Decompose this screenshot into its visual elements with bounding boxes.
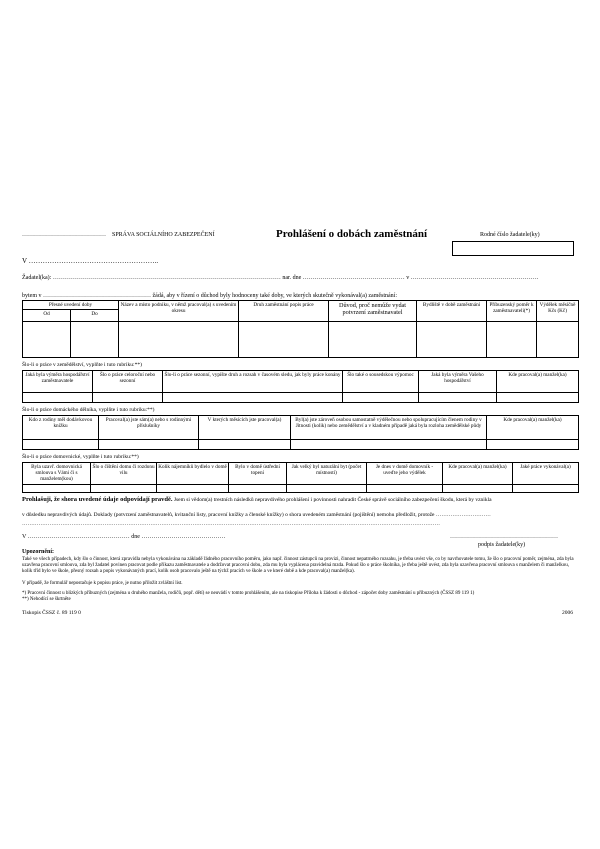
- care-col-flat: Jak velký byl naturální byt (počet místností): [287, 463, 367, 485]
- caretaker-table: [22, 462, 579, 493]
- declaration-line-1: [22, 497, 492, 504]
- agri-cell[interactable]: [497, 393, 579, 403]
- page-title: Prohlášení o dobách zaměstnání: [276, 228, 428, 240]
- address-line: bytem v ……………………………………………… žádá, aby v řízení o důchod byly hodnoceny také doby, ve kterých skutečně vykonával(a) zaměstnání:: [22, 293, 398, 299]
- col-earnings: Výdělek měsíčně Kčs (Kč): [537, 301, 579, 322]
- care-col-spouse: Kde pracoval(a) manžel(ka): [443, 463, 513, 485]
- care-cell[interactable]: [229, 485, 287, 493]
- agri-cell[interactable]: [23, 393, 93, 403]
- agri-cell[interactable]: [419, 393, 497, 403]
- notes-paragraph-2: V případě, že formulář nepostačuje k popisu práce, je nutno přiložit zvláštní list.: [22, 581, 183, 586]
- home-cell[interactable]: [291, 440, 487, 450]
- col-relation: Příbuzenský poměr k zaměstnavateli(*): [487, 301, 537, 322]
- cell-earnings[interactable]: [537, 322, 579, 358]
- agri-col-seasonal-work: Šlo-li o práce sezonní, vypište druh a rozsah v časovém sledu, jak byly práce konány: [163, 371, 343, 393]
- agri-col-area: Jaká byla výměra hospodářství zaměstnavatele: [23, 371, 93, 393]
- place-line: V ………………………………………………..: [22, 257, 159, 265]
- form-year: 2006: [562, 610, 573, 616]
- care-col-contract: Byla uzavř. domovnická smlouva s Vámi či s manželem(kou): [23, 463, 91, 485]
- care-cell[interactable]: [287, 485, 367, 493]
- col-work: Druh zaměstnání popis práce: [239, 301, 329, 322]
- agriculture-heading: Šlo-li o práce v zemědělství, vyplňte i tuto rubriku:**): [22, 362, 142, 368]
- signature-dots: ………………………………………………: [450, 534, 558, 540]
- care-col-heating: Bylo v domě ústřední topení: [229, 463, 287, 485]
- cell-residence[interactable]: [417, 322, 487, 358]
- col-period: Přesné uvedení doby: [23, 301, 119, 310]
- agri-col-spouse: Kde pracoval(a) manžel(ka): [497, 371, 579, 393]
- care-col-tenants: Kolik nájemníků bydlelo v domě: [157, 463, 229, 485]
- col-residence: Bydliště v době zaměstnání: [417, 301, 487, 322]
- birth-number-field[interactable]: [452, 241, 574, 256]
- cell-employer[interactable]: [119, 322, 239, 358]
- home-col-spouse: Kde pracoval(a) manžel(ka): [487, 416, 579, 440]
- agri-cell[interactable]: [343, 393, 419, 403]
- cell-from[interactable]: [23, 322, 71, 358]
- care-col-cleaning: Šlo o čištění domu či rozdonu vilu: [91, 463, 157, 485]
- col-from: Od: [23, 310, 71, 322]
- applicant-line: Žadatel(ka): …………………………………………………………………………………………………… nar. dne …………………………………………… v ……………………………………………………….: [22, 275, 539, 281]
- birth-number-label: Rodné číslo žadatele(ky): [480, 232, 540, 238]
- care-cell[interactable]: [367, 485, 443, 493]
- footnote-1: *) Pracovní činnost u blízkých příbuzných (zejména u druhého manžela, rodičů, popř. dětí) se neuvádí v tomto prohlášením, ale na tiskopise Příloha k žádosti o důchod - zápočet doby zaměstnání u příbuzných (ČSSZ 89 119 1): [22, 591, 475, 596]
- cell-to[interactable]: [71, 322, 119, 358]
- care-col-current: Je dnes v domě domovník - uveďte jeho výdělek: [367, 463, 443, 485]
- home-cell[interactable]: [23, 440, 99, 450]
- agri-cell[interactable]: [93, 393, 163, 403]
- care-cell[interactable]: [443, 485, 513, 493]
- care-col-work: Jaké práce vykonával(a): [513, 463, 579, 485]
- declaration-line-2: v důsledku nepravdivých údajů. Doklady (potvrzení zaměstnavatelů, kvitanční listy, pracovní knížky a členské knížky) o shora uvedeném zaměstnání (pojištění) nemohu předložit, protože …………………………: [22, 512, 491, 518]
- agency-dots: ……………………………………: [22, 232, 106, 238]
- col-reason: Důvod, proč nemůže vydat potvrzení zaměstnavatel: [329, 301, 417, 322]
- care-cell[interactable]: [91, 485, 157, 493]
- homeworker-table: [22, 415, 579, 450]
- col-employer: Název a místo podniku, v němž pracoval(a) s uvedením okresu: [119, 301, 239, 322]
- agency-name: SPRÁVA SOCIÁLNÍHO ZABEZPEČENÍ: [112, 232, 215, 238]
- home-cell[interactable]: [487, 440, 579, 450]
- care-cell[interactable]: [157, 485, 229, 493]
- home-col-alone: Pracoval(a) jste sám(a) nebo s rodinnými příslušníky: [99, 416, 199, 440]
- signature-label: podpis žadatele(ky): [478, 542, 526, 548]
- employment-table: [22, 300, 579, 358]
- home-cell[interactable]: [99, 440, 199, 450]
- agri-cell[interactable]: [163, 393, 343, 403]
- cell-reason[interactable]: [329, 322, 417, 358]
- footnote-2: **) Nehodící se škrtněte: [22, 597, 71, 602]
- declaration-text-1: Jsem si vědom(a) trestních následků nepravdivého prohlášení i povinnosti nahradit České správě sociálního zabezpečení škodu, která by vznikla: [172, 497, 492, 503]
- home-col-book: Kdo z rodiny měl dodávkovou knížku: [23, 416, 99, 440]
- homeworker-heading: Šlo-li o práce domáckého dělníka, vyplňte i tuto rubriku:**): [22, 407, 155, 413]
- home-col-months: V kterých měsících jste pracoval(a): [199, 416, 291, 440]
- declaration-bold: Prohlašuji, že shora uvedené údaje odpovídají pravdě.: [22, 496, 173, 503]
- cell-work[interactable]: [239, 322, 329, 358]
- agri-col-neighbour-help: Šlo také o sousedskou výpomoc: [343, 371, 419, 393]
- date-line: V …………………………………………… dne ……………………………………: [22, 534, 226, 540]
- cell-relation[interactable]: [487, 322, 537, 358]
- agriculture-table: [22, 370, 579, 403]
- agri-col-own-area: Jaká byla výměra Vašeho hospodářství: [419, 371, 497, 393]
- declaration-dots: …………………………………………………………………………………………………………………………………………………………………………………………………………: [22, 521, 440, 527]
- notes-heading: Upozornění:: [22, 549, 54, 555]
- form-code: Tiskopis ČSSZ č. 89 119 0: [22, 610, 81, 616]
- col-to: Do: [71, 310, 119, 322]
- notes-paragraph: Také ve všech případech, kdy šlo o činnost, která zpravidla nebyla vykonávána na základě řádného pracovního poměru, jako např. činnost zástupců na provizi, činnost nepatrného rozsahu, je třeba uvést vše, co by navrhovatele tomu, že šlo o pracovní poměr, zejména, zda byla uzavřena pracovní smlouva, zda byl žadatel povinen pracovat podle příkazu zaměstnavatele a dodržovat pracovní dobu, zda mu byla vyplácena pravidelná mzda. Pokud šlo o práce školníka, je třeba ještě uvést, zda byla uzavřena pracovní smlouva s manželem či manželkou, kolik tříd bylo ve škole, přesný rozsah a popis vykonávaných prací, kolik osob pracovalo ještě na týchž pracích ve škole a ve které době a kde pracoval(a) manžel(ka).: [22, 557, 574, 574]
- care-cell[interactable]: [23, 485, 91, 493]
- home-cell[interactable]: [199, 440, 291, 450]
- home-col-self-employed: Byl(a) jste zároveň osobou samostatně výdělečnou nebo spolupracujícím členem rodiny v Jitnosti (kolik) nebo zemědělství a v kladném případě jaká byla rozloha zemědělské půdy: [291, 416, 487, 440]
- caretaker-heading: Šlo-li o práce domovnické, vyplňte i tuto rubriku:**): [22, 454, 139, 460]
- agri-col-season: Šlo o práce celoroční nebo sezonní: [93, 371, 163, 393]
- care-cell[interactable]: [513, 485, 579, 493]
